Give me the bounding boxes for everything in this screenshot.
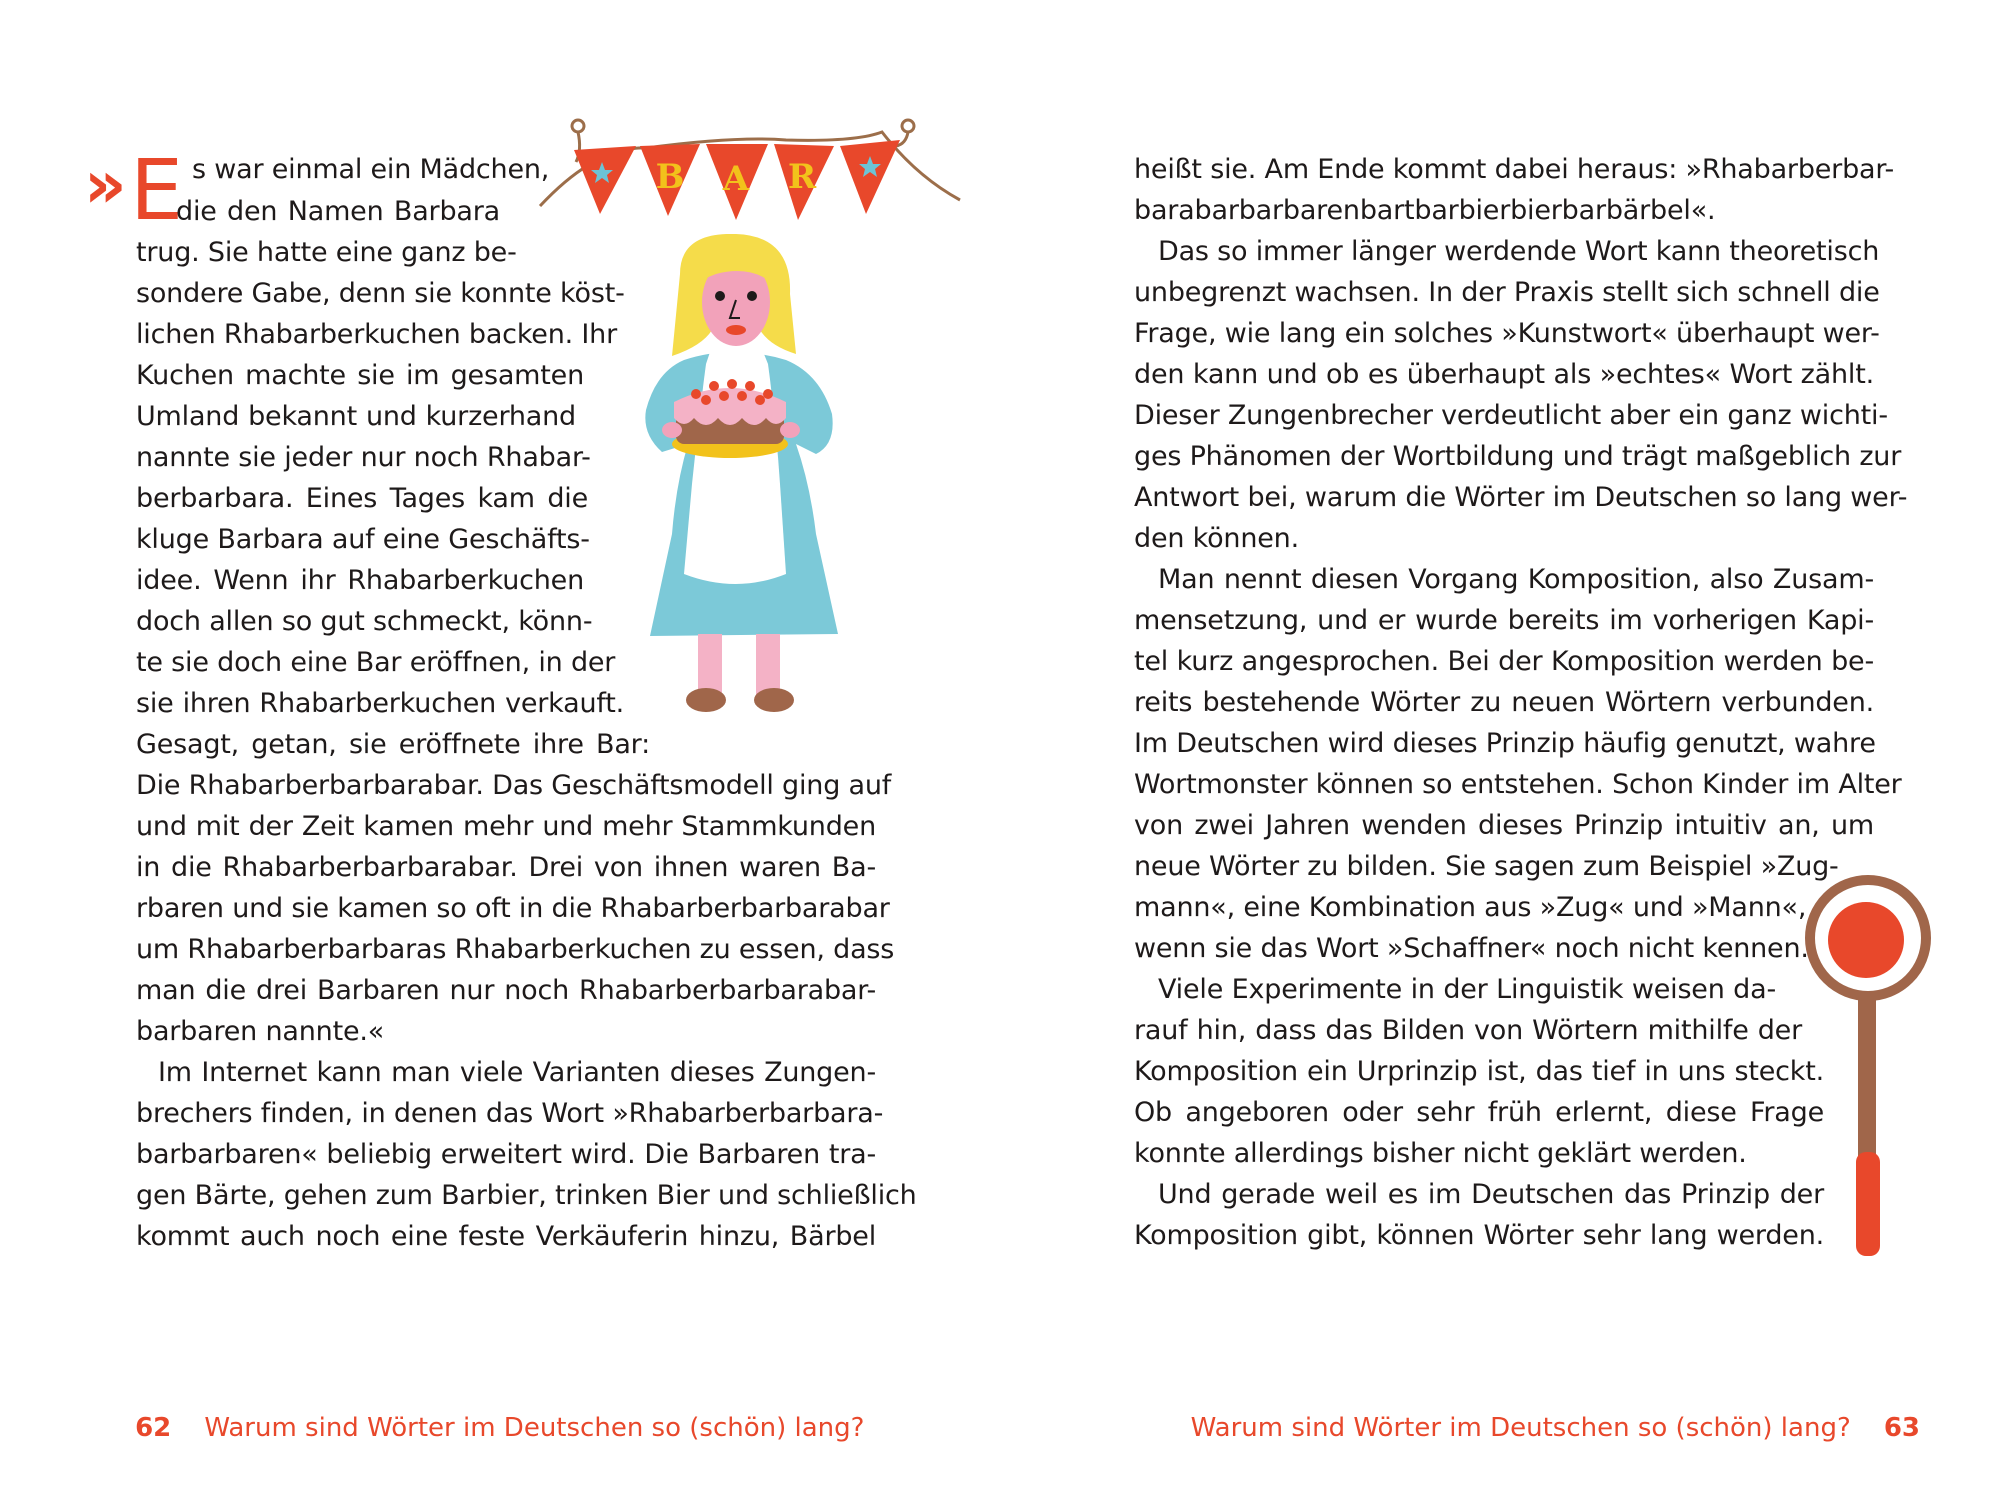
banner-letter-a: A (722, 159, 750, 199)
text-line: die den Namen Barbara (176, 196, 500, 227)
text-line: Die Rhabarberbarbarabar. Das Geschäftsmodell ging auf (136, 770, 892, 801)
text-line: kommt auch noch eine feste Verkäuferin hinzu, Bärbel (136, 1221, 876, 1252)
text-line: Komposition ein Urprinzip ist, das tief in uns steckt. (1134, 1056, 1824, 1087)
text-line: barbarbaren« beliebig erweitert wird. Die Barbaren tra- (136, 1139, 876, 1170)
mouth (726, 325, 746, 335)
drop-quote-mark: » (84, 146, 127, 223)
text-line: von zwei Jahren wenden dieses Prinzip intuitiv an, um (1134, 810, 1874, 841)
leg-left (698, 634, 722, 696)
text-line: rauf hin, dass das Bilden von Wörtern mithilfe der (1134, 1015, 1802, 1046)
text-line: mensetzung, und er wurde bereits im vorherigen Kapi- (1134, 605, 1874, 636)
text-line: Umland bekannt und kurzerhand (136, 401, 576, 432)
text-line: Kuchen machte sie im gesamten (136, 360, 584, 391)
page-number: 62 (135, 1413, 172, 1443)
text-line: idee. Wenn ihr Rhabarberkuchen (136, 565, 584, 596)
text-line: den kann und ob es überhaupt als »echtes« Wort zählt. (1134, 359, 1874, 390)
text-line: Viele Experimente in der Linguistik weisen da- (1158, 974, 1776, 1005)
text-line: kluge Barbara auf eine Geschäfts- (136, 524, 590, 555)
text-line: nannte sie jeder nur noch Rhabar- (136, 442, 591, 473)
text-line: neue Wörter zu bilden. Sie sagen zum Beispiel »Zug- (1134, 851, 1839, 882)
shoe-right (754, 688, 794, 712)
text-line: te sie doch eine Bar eröffnen, in der (136, 647, 616, 678)
text-line: Das so immer länger werdende Wort kann theoretisch (1158, 236, 1880, 267)
text-line: man die drei Barbaren nur noch Rhabarberbarbarabar- (136, 975, 876, 1006)
text-line: doch allen so gut schmeckt, könn- (136, 606, 593, 637)
pennant-star-right (840, 140, 900, 214)
text-line: barbaren nannte.« (136, 1016, 385, 1047)
text-line: sie ihren Rhabarberkuchen verkauft. (136, 688, 624, 719)
text-line: Gesagt, getan, sie eröffnete ihre Bar: (136, 729, 650, 760)
shoe-left (686, 688, 726, 712)
red-disc (1828, 902, 1904, 978)
text-line: Wortmonster können so entstehen. Schon Kinder im Alter (1134, 769, 1902, 800)
text-line: rbaren und sie kamen so oft in die Rhabarberbarbarabar (136, 893, 890, 924)
right-page (1000, 0, 2000, 1508)
text-line: Frage, wie lang ein solches »Kunstwort« überhaupt wer- (1134, 318, 1880, 349)
text-line: heißt sie. Am Ende kommt dabei heraus: »Rhabarberbar- (1134, 154, 1895, 185)
banner-letter-r: R (787, 157, 817, 197)
text-line: wenn sie das Wort »Schaffner« noch nicht kennen. (1134, 933, 1809, 964)
text-line: reits bestehende Wörter zu neuen Wörtern verbunden. (1134, 687, 1874, 718)
text-line: Im Deutschen wird dieses Prinzip häufig genutzt, wahre (1134, 728, 1876, 759)
signal-paddle-illustration (1800, 874, 1936, 1260)
text-line: den können. (1134, 523, 1299, 554)
text-line: Antwort bei, warum die Wörter im Deutschen so lang wer- (1134, 482, 1908, 513)
page-number: 63 (1883, 1413, 1920, 1443)
text-line: brechers finden, in denen das Wort »Rhabarberbarbara- (136, 1098, 884, 1129)
text-line: konnte allerdings bisher nicht geklärt werden. (1134, 1138, 1747, 1169)
text-line: Und gerade weil es im Deutschen das Prinzip der (1158, 1179, 1824, 1210)
running-title: Warum sind Wörter im Deutschen so (schön) lang? (1190, 1413, 1851, 1443)
text-line: s war einmal ein Mädchen, (192, 154, 550, 185)
page-footer (1158, 1374, 1920, 1443)
text-line: barabarbarbarenbartbarbierbierbarbärbel«. (1134, 195, 1716, 226)
leg-right (756, 634, 780, 696)
text-line: mann«, eine Kombination aus »Zug« und »Mann«, (1134, 892, 1807, 923)
text-line: unbegrenzt wachsen. In der Praxis stellt sich schnell die (1134, 277, 1880, 308)
text-line: berbarbara. Eines Tages kam die (136, 483, 588, 514)
running-title: Warum sind Wörter im Deutschen so (schön) lang? (204, 1413, 865, 1443)
text-line: tel kurz angesprochen. Bei der Komposition werden be- (1134, 646, 1874, 677)
girl-with-cake-illustration (620, 234, 856, 724)
page-footer (102, 1374, 865, 1443)
text-line: gen Bärte, gehen zum Barbier, trinken Bier und schließlich (136, 1180, 917, 1211)
text-line: Man nennt diesen Vorgang Komposition, also Zusam- (1158, 564, 1874, 595)
text-line: Im Internet kann man viele Varianten dieses Zungen- (158, 1057, 876, 1088)
text-line: in die Rhabarberbarbarabar. Drei von ihnen waren Ba- (136, 852, 876, 883)
text-line: sondere Gabe, denn sie konnte köst- (136, 278, 625, 309)
text-line: ges Phänomen der Wortbildung und trägt maßgeblich zur (1134, 441, 1902, 472)
text-line: Komposition gibt, können Wörter sehr lang werden. (1134, 1220, 1824, 1251)
text-line: Dieser Zungenbrecher verdeutlicht aber ein ganz wichti- (1134, 400, 1888, 431)
text-line: lichen Rhabarberkuchen backen. Ihr (136, 319, 617, 350)
text-line: um Rhabarberbarbaras Rhabarberkuchen zu essen, dass (136, 934, 895, 965)
text-line: trug. Sie hatte eine ganz be- (136, 237, 517, 268)
banner-letter-b: B (655, 157, 685, 197)
bar-banner-illustration (536, 116, 966, 226)
handle-grip (1856, 1152, 1880, 1256)
text-line: und mit der Zeit kamen mehr und mehr Stammkunden (136, 811, 876, 842)
drop-cap: E (130, 141, 184, 239)
text-line: Ob angeboren oder sehr früh erlernt, diese Frage (1134, 1097, 1824, 1128)
